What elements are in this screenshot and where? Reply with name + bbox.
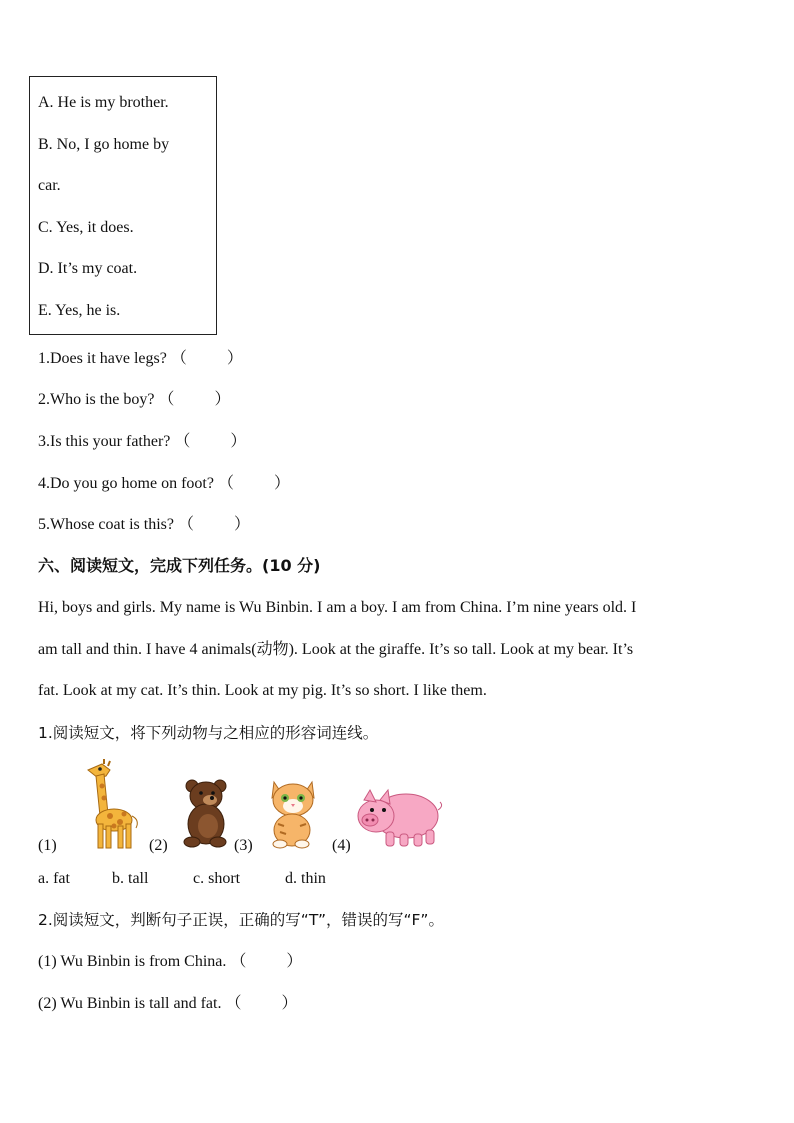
picture-label-1: (1) [38,837,57,854]
adjective-a: a. fat [38,870,70,887]
question-3: 3.Is this your father? （ ） [38,433,247,450]
tf-blank-2[interactable]: （ ） [225,995,298,1012]
adjective-d: d. thin [285,870,326,887]
answer-options-box [29,76,217,335]
section-title: 六、阅读短文，完成下列任务。(10 分) [38,556,321,575]
task-1-title: 1.阅读短文，将下列动物与之相应的形容词连线。 [38,724,379,742]
task-2-title: 2.阅读短文，判断句子正误，正确的写“T”，错误的写“F”。 [38,911,444,929]
passage-line-2: am tall and thin. I have 4 animals(动物). Look at the giraffe. It’s so tall. Look at my bear. It’s [38,641,634,658]
answer-blank-2[interactable]: （ ） [158,391,231,408]
answer-blank-3[interactable]: （ ） [174,433,247,450]
tf-item-1: (1) Wu Binbin is from China. （ ） [38,953,303,970]
passage-line-3: fat. Look at my cat. It’s thin. Look at my pig. It’s so short. I like them. [38,682,487,699]
pig-icon [352,786,444,850]
question-5: 5.Whose coat is this? （ ） [38,516,250,533]
answer-blank-1[interactable]: （ ） [170,350,243,367]
tf-item-2: (2) Wu Binbin is tall and fat. （ ） [38,995,298,1012]
option-d: D. It’s my coat. [38,260,138,277]
option-e: E. Yes, he is. [38,302,121,319]
option-c: C. Yes, it does. [38,219,134,236]
giraffe-icon [66,758,142,852]
answer-blank-4[interactable]: （ ） [217,475,291,492]
picture-label-3: (3) [234,837,253,854]
answer-blank-5[interactable]: （ ） [177,516,250,533]
option-b-continued: car. [38,177,61,194]
cat-icon [262,776,322,850]
bear-icon [180,778,230,848]
question-2: 2.Who is the boy? （ ） [38,391,231,408]
question-1: 1.Does it have legs? （ ） [38,350,243,367]
option-b: B. No, I go home by [38,136,170,153]
adjective-b: b. tall [112,870,149,887]
adjective-c: c. short [193,870,241,887]
picture-label-4: (4) [332,837,351,854]
option-a: A. He is my brother. [38,94,169,111]
picture-label-2: (2) [149,837,168,854]
question-4: 4.Do you go home on foot? （ ） [38,475,291,492]
tf-blank-1[interactable]: （ ） [230,953,303,970]
passage-line-1: Hi, boys and girls. My name is Wu Binbin. I am a boy. I am from China. I’m nine years old. I [38,599,637,616]
